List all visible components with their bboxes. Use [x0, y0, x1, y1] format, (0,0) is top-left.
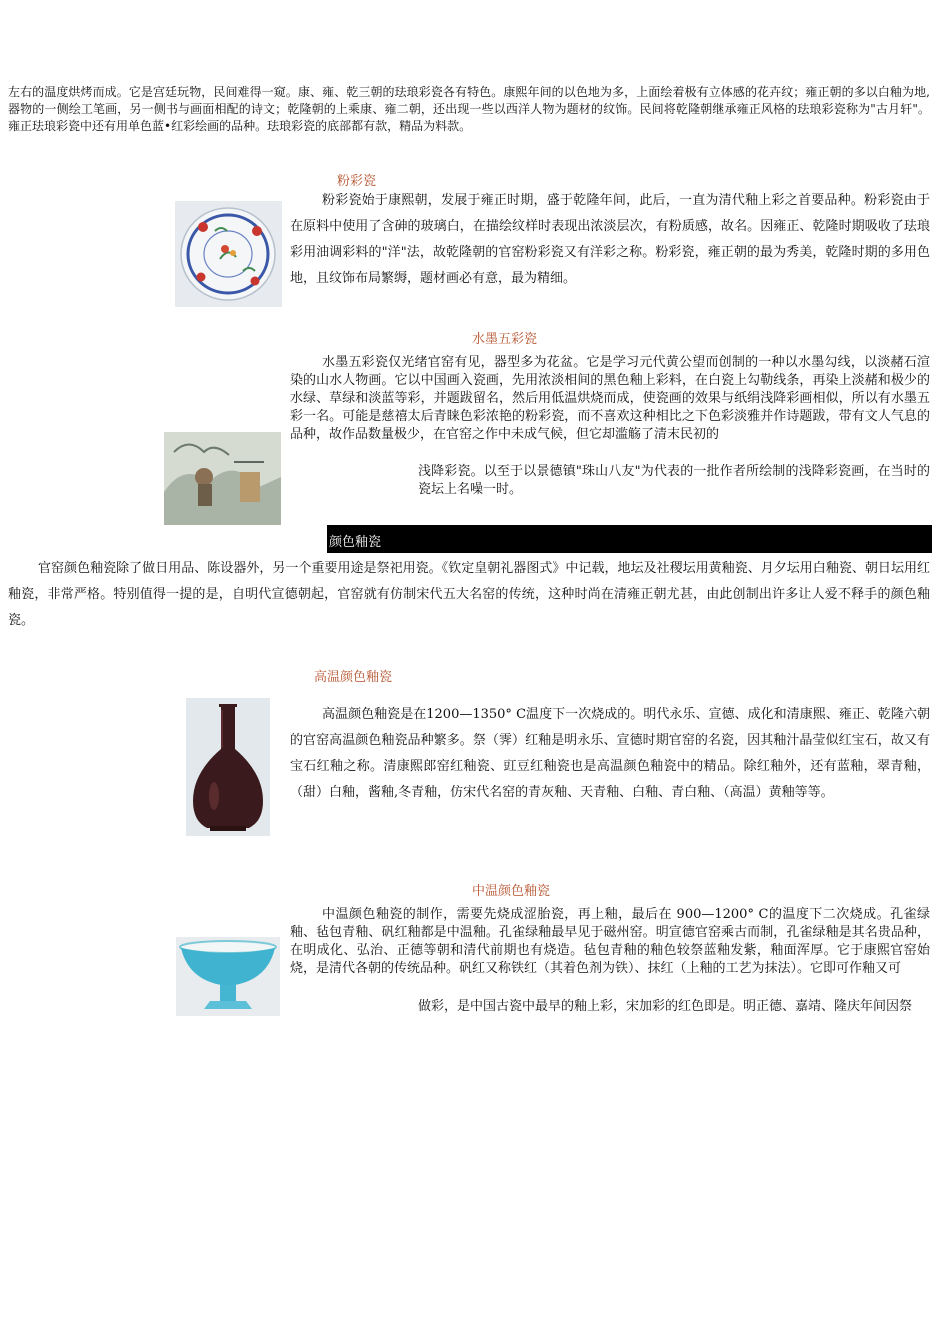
shuimo-paragraph-2: 浅降彩瓷。以至于以景德镇"珠山八友"为代表的一批作者所绘制的浅降彩瓷画，在当时的瓷坛上名噪一时。	[418, 464, 930, 497]
yanse-paragraph: 官窑颜色釉瓷除了做日用品、陈设器外，另一个重要用途是祭祀用瓷。《钦定皇朝礼器图式》中记载，地坛及社稷坛用黄釉瓷、月夕坛用白釉瓷、朝日坛用红釉瓷，非常严格。特别值得一提的是，自明代宣德朝起，官窑就有仿制宋代五大名窑的传统，这种时尚在清雍正朝尤甚，由此创制出许多让人爱不释手的颜色釉瓷。	[8, 561, 930, 628]
gaowen-heading: 高温颜色釉瓷	[314, 670, 393, 685]
zhongwen-paragraph-2: 做彩，是中国古瓷中最早的釉上彩，宋加彩的红色即是。明正德、嘉靖、隆庆年间因祭	[418, 999, 913, 1014]
shuimo-painting-image	[164, 432, 281, 525]
fencai-heading: 粉彩瓷	[337, 174, 377, 189]
gaowen-vase-image	[186, 698, 270, 836]
fencai-plate-image	[175, 201, 282, 307]
intro-paragraph: 左右的温度烘烤而成。它是宫廷玩物，民间难得一窥。康、雍、乾三朝的珐琅彩瓷各有特色。康熙年间的以色地为多，上面绘着极有立体感的花卉纹；雍正朝的多以白釉为地,器物的一侧绘工笔画，另一侧书与画面相配的诗文；乾隆朝的上乘康、雍二朝，还出现一些以西洋人物为题材的纹饰。民间将乾隆朝继承雍正风格的珐琅彩瓷称为"古月轩"。雍正珐琅彩瓷中还有用单色蓝•红彩绘画的品种。珐琅彩瓷的底部都有款，精品为料款。	[8, 85, 930, 133]
zhongwen-stem-cup-image	[176, 937, 280, 1016]
yanse-title-bar	[327, 525, 932, 553]
shuimo-heading: 水墨五彩瓷	[472, 332, 538, 347]
zhongwen-paragraph-1: 中温颜色釉瓷的制作，需要先烧成涩胎瓷，再上釉，最后在 900—1200° C的温度下二次烧成。孔雀绿釉、毡包青釉、矾红釉都是中温釉。孔雀绿釉最早见于磁州窑。明宣德官窑乘古而制，孔雀绿釉是其名贵品种，在明成化、弘治、正德等朝和清代前期也有烧造。毡包青釉的釉色较祭蓝釉发紫，釉面浑厚。它于康熙官窑始烧，是清代各朝的传统品种。矾红又称铁红（其着色剂为铁）、抹红（上釉的工艺为抹法）。它即可作釉又可	[290, 907, 930, 976]
gaowen-paragraph: 高温颜色釉瓷是在1200—1350° C温度下一次烧成的。明代永乐、宣德、成化和清康熙、雍正、乾隆六朝的官窑高温颜色釉瓷品种繁多。祭（霁）红釉是明永乐、宣德时期官窑的名瓷，因其釉汁晶莹似红宝石，故又有宝石红釉之称。清康熙郎窑红釉瓷、豇豆红釉瓷也是高温颜色釉瓷中的精品。除红釉外，还有蓝釉，翠青釉，（甜）白釉，酱釉,冬青釉，仿宋代名窑的青灰釉、天青釉、白釉、青白釉、（高温）黄釉等等。	[290, 707, 930, 800]
zhongwen-heading: 中温颜色釉瓷	[472, 884, 551, 899]
fencai-paragraph: 粉彩瓷始于康熙朝，发展于雍正时期，盛于乾隆年间，此后，一直为清代釉上彩之首要品种。粉彩瓷由于在原料中使用了含砷的玻璃白，在描绘纹样时表现出浓淡层次，有粉质感，故名。因雍正、乾隆时期吸收了珐琅彩用油调彩料的"洋"法，故乾隆朝的官窑粉彩瓷又有洋彩之称。粉彩瓷，雍正朝的最为秀美，乾隆时期的多用色地，且纹饰布局繁缛，题材画必有意，最为精细。	[290, 193, 930, 286]
shuimo-paragraph-1: 水墨五彩瓷仅光绪官窑有见，器型多为花盆。它是学习元代黄公望而创制的一种以水墨勾线，以淡赭石渲染的山水人物画。它以中国画入瓷画，先用浓淡相间的黑色釉上彩料，在白瓷上勾勒线条，再染上淡赭和极少的水绿、草绿和淡蓝等彩，并题跋留名，然后用低温烘烧而成，使瓷画的效果与纸绢浅降彩画相似，所以有水墨五彩一名。可能是慈禧太后青睐色彩浓艳的粉彩瓷，而不喜欢这种相比之下色彩淡雅并作诗题跋，带有文人气息的品种，故作品数量极少，在官窑之作中未成气候，但它却滥觞了清末民初的	[290, 355, 930, 442]
yanse-bar-title: 颜色釉瓷	[329, 535, 382, 550]
